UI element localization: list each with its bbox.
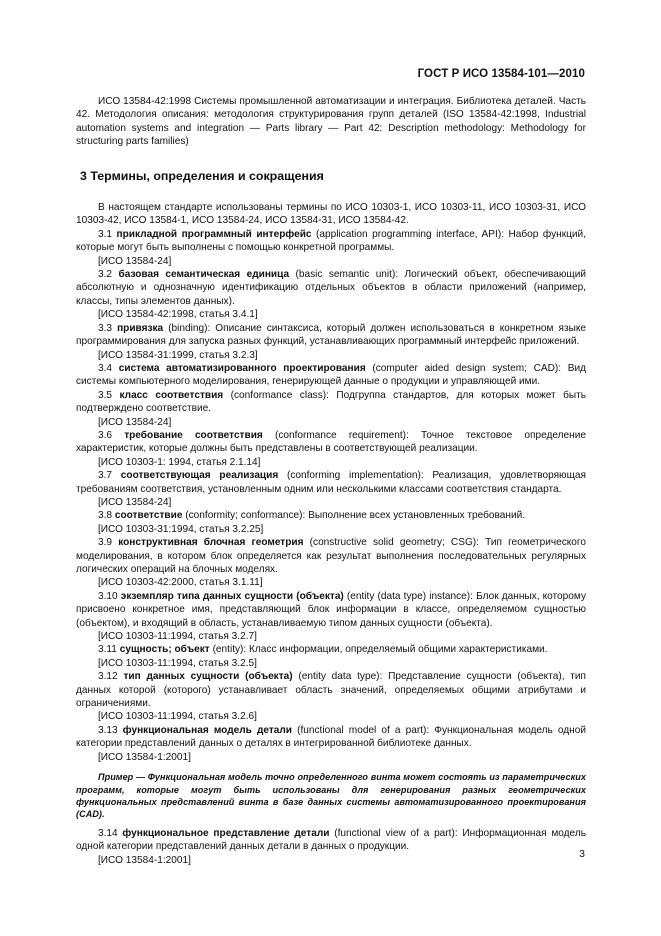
intro-paragraph: В настоящем стандарте использованы термины по ИСО 10303-1, ИСО 10303-11, ИСО 10303-31, ИСО 10303-42, ИСО 13584-1, ИСО 13584-24, ИСО 13584-31, ИСО 13584-42. — [76, 202, 586, 227]
section-heading: 3 Термины, определения и сокращения — [80, 168, 324, 183]
term-name: тип данных сущности (объекта) — [123, 671, 293, 683]
term-definition: (conformance class): Подгруппа стандартов, для которых может быть подтверждено соответствие. — [76, 389, 586, 415]
term-name: соответствие — [114, 510, 183, 522]
term-source: [ИСО 13584-24] — [98, 496, 172, 508]
term-definition: (basic semantic unit): Логический объект, обеспечивающий абсолютную и однозначную идентификацию отдельных объектов в области приложений (например, классы, типы элементов данных). — [76, 269, 587, 307]
term-entry — [76, 536, 586, 576]
term-entry — [76, 429, 586, 456]
reference-paragraph: ИСО 13584-42:1998 Системы промышленной автоматизации и интеграция. Библиотека деталей. Часть 42. Методология описания: методология структурирования групп деталей (ISO 13584-42:1998, Industrial automation systems and integration — Parts library — Part 42: Description methodology: Methodology for structuring parts families) — [76, 96, 586, 148]
term-number: 3.9 — [98, 537, 113, 549]
term-entry — [76, 670, 586, 710]
term-number: 3.2 — [98, 269, 113, 281]
term-name: конструктивная блочная геометрия — [118, 537, 304, 549]
term-number: 3.8 — [98, 510, 113, 522]
term-definition: (application programming interface, API): Набор функций, которые могут быть выполнены с помощью конкретной программы. — [76, 228, 586, 254]
page-content — [76, 95, 586, 867]
term-name: привязка — [117, 322, 164, 334]
term-source: [ИСО 13584-1:2001] — [98, 854, 191, 866]
term-entry — [76, 362, 586, 389]
term-name: сущность; объект — [119, 644, 210, 656]
term-entry — [76, 724, 586, 751]
term-definition: (entity data type): Представление сущности (объекта), тип данных которой (которого) устанавливает область значений, определяемых общими атрибутами и ограничениями. — [76, 671, 586, 710]
term-source: [ИСО 13584-1:2001] — [98, 751, 191, 763]
term-source: [ИСО 13584-31:1999, статья 3.2.3] — [98, 349, 258, 361]
term-source: [ИСО 13584-24] — [98, 255, 172, 267]
term-source: [ИСО 10303-42:2000, статья 3.1.11] — [98, 577, 263, 589]
term-definition: (entity): Класс информации, определяемый общими характеристиками. — [209, 644, 548, 656]
term-number: 3.5 — [98, 389, 113, 401]
term-definition: (computer aided design system; CAD): Вид системы компьютерного моделирования, генерирующей данные о продукции и управляющей ими. — [76, 362, 586, 388]
term-entry — [76, 228, 586, 255]
term-entry — [76, 322, 586, 349]
term-entry — [76, 590, 586, 630]
term-source: [ИСО 10303-11:1994, статья 3.2.5] — [98, 657, 257, 669]
term-name: соответствующая реализация — [120, 470, 279, 482]
term-source: [ИСО 10303-11:1994, статья 3.2.6] — [98, 711, 257, 723]
term-source: [ИСО 10303-1: 1994, статья 2.1.14] — [98, 456, 261, 468]
terms-list — [76, 228, 586, 764]
term-name: система автоматизированного проектирования — [118, 362, 366, 374]
page-number: 3 — [579, 848, 585, 860]
term-name: класс соответствия — [119, 389, 224, 401]
term-entry — [76, 389, 586, 416]
term-name: функциональное представление детали — [122, 827, 330, 839]
term-definition: (constructive solid geometry; CSG): Тип геометрического моделирования, в котором блок определяется как результат выполнения последовательных регулярных логических операций на блочных моделях. — [76, 537, 586, 575]
term-definition: (entity (data type) instance): Блок данных, которому присвоено конкретное имя, представляющий блок информации в классе, определяемом сущностью (объектом), и входящий в область, устанавливаемую типом данных сущности (объекта). — [76, 590, 586, 629]
term-entry — [76, 827, 586, 854]
term-number: 3.7 — [98, 470, 113, 482]
term-source: [ИСО 10303-31:1994, статья 3.2.25] — [98, 523, 264, 535]
term-number: 3.6 — [98, 429, 113, 441]
term-definition: (conformity; conformance): Выполнение всех установленных требований. — [182, 510, 526, 522]
term-definition: (conforming implementation): Реализация, удовлетворяющая требованиям соответствия, установленным одним или несколькими классами соответствия стандарта. — [76, 470, 586, 495]
term-name: экземпляр типа данных сущности (объекта) — [120, 590, 344, 602]
term-definition: (functional view of a part): Информационная модель одной категории представлений данных детали в данных о продукции. — [76, 827, 586, 853]
term-number: 3.13 — [98, 724, 118, 736]
term-entry — [76, 469, 586, 496]
term-definition: (binding): Описание синтаксиса, который должен использоваться в конкретном языке программирования для запуска разных функций, устанавливающих программный интерфейс приложений. — [76, 322, 586, 348]
term-entry — [76, 509, 586, 522]
term-definition: (functional model of a part): Функциональная модель одной категории представлений данных о деталях в интегрированной библиотеке данных. — [76, 724, 587, 750]
term-source: [ИСО 10303-11:1994, статья 3.2.7] — [98, 631, 257, 643]
term-entry — [76, 643, 586, 656]
term-source: [ИСО 13584-42:1998, статья 3.4.1] — [98, 309, 258, 321]
term-definition: (conformance requirement): Точное текстовое определение характеристик, которые должны быть представлены в соответствующей реализации. — [76, 429, 586, 455]
term-number: 3.12 — [98, 671, 118, 683]
term-number: 3.3 — [98, 322, 113, 334]
term-name: базовая семантическая единица — [118, 269, 290, 281]
running-header: ГОСТ Р ИСО 13584-101—2010 — [417, 68, 585, 80]
term-number: 3.11 — [98, 644, 117, 656]
term-number: 3.4 — [98, 362, 113, 374]
terms-list-continued — [76, 827, 586, 867]
term-entry — [76, 268, 586, 308]
term-number: 3.14 — [98, 827, 118, 839]
term-name: функциональная модель детали — [122, 724, 293, 736]
term-number: 3.10 — [98, 590, 118, 602]
example-note: Пример — Функциональная модель точно определенного винта может состоять из параметрических программ, которые могут быть использованы для генерирования разных геометрических функциональных представлений винта в базе данных системы автоматизированного проектирования (CAD). — [76, 772, 586, 820]
term-name: требование соответствия — [124, 429, 263, 441]
term-name: прикладной программный интерфейс — [116, 228, 312, 240]
term-source: [ИСО 13584-24] — [98, 416, 172, 428]
term-number: 3.1 — [98, 228, 113, 240]
